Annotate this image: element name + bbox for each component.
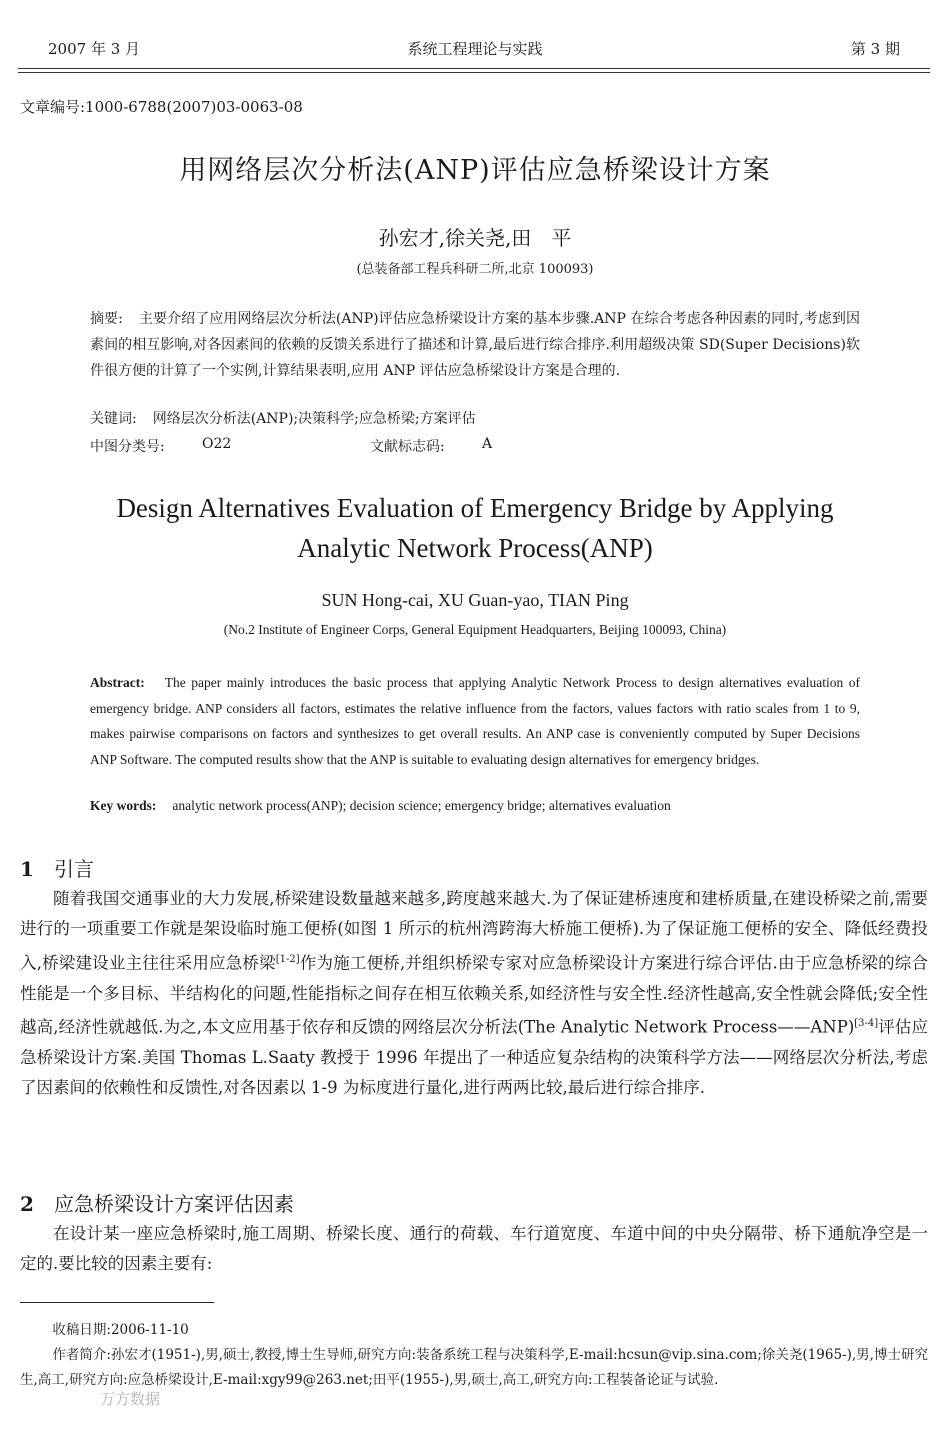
en-abstract-text: The paper mainly introduces the basic process that applying Analytic Network Process to design alternatives evaluation of emergency bridge. ANP considers all factors, estimates the relative influence from the factors, values factors with ratio scales from 1 to 9, makes pairwise comparisons on factors and synthesizes to get overall results. An ANP case is conveniently computed by Super Decisions ANP Software. The computed results show that the ANP is suitable to evaluating design alternatives for emergency bridges. [90, 675, 860, 767]
footnote-author-bio: 作者简介:孙宏才(1951-),男,硕士,教授,博士生导师,研究方向:装备系统工程与决策科学,E-mail:hcsun@vip.sina.com;徐关尧(1965-),男,博士研究生,高工,研究方向:应急桥梁设计,E-mail:xgy99@263.net;田平(1955-),男,硕士,高工,研究方向:工程装备论证与试验. [20, 1347, 928, 1388]
en-keywords-text: analytic network process(ANP); decision science; emergency bridge; alternatives evaluation [172, 798, 671, 813]
section1-text-a: 随着我国交通事业的大力发展,桥梁建设数量越来越多,跨度越来越大.为了保证建桥速度和建桥质量,在建设桥梁之前,需要进行的一项重要工作就是架设临时施工便桥(如图 1 所示的杭州湾跨海大桥施工便桥).为了保证施工便桥的安全、降低经费投入,桥梁建设业主往往采用应急桥梁 [20, 889, 928, 973]
cn-keywords [90, 408, 476, 428]
citation-1-2: [1-2] [275, 953, 300, 965]
cn-affiliation: (总装备部工程兵科研二所,北京 100093) [356, 262, 594, 277]
section2-title: 应急桥梁设计方案评估因素 [54, 1192, 294, 1216]
cn-keywords-label: 关键词: [90, 411, 137, 427]
en-keywords [90, 798, 860, 814]
en-keywords-label: Key words: [90, 798, 157, 813]
section2-number: 2 [20, 1192, 34, 1216]
cn-classification-label: 中图分类号: [90, 439, 165, 455]
en-abstract-label: Abstract: [90, 675, 145, 690]
cn-keywords-text: 网络层次分析法(ANP);决策科学;应急桥梁;方案评估 [152, 411, 476, 427]
en-abstract [90, 670, 860, 772]
footnote-rule [20, 1302, 214, 1303]
section1-paragraph [20, 884, 928, 1104]
doc-code-value: A [482, 436, 493, 452]
section1-title: 引言 [54, 857, 94, 881]
section1-text-c: 评估应急桥梁设计方案.美国 Thomas L.Saaty 教授于 1996 年提出了一种适应复杂结构的决策科学方法——网络层次分析法,考虑了因素间的依赖性和反馈性,对各因素以 1-9 为标度进行量化,进行两两比较,最后进行综合排序. [20, 1017, 928, 1098]
cn-abstract-label: 摘要: [90, 311, 123, 327]
en-title [0, 488, 950, 568]
watermark: 万方数据 [100, 1390, 161, 1408]
article-number: 文章编号:1000-6788(2007)03-0063-08 [20, 98, 303, 116]
citation-3-4: [3-4] [854, 1018, 879, 1030]
section1-number: 1 [20, 857, 34, 881]
section2-heading [20, 1188, 294, 1217]
header-rule-bottom [18, 72, 930, 73]
section1-heading [20, 853, 94, 882]
en-affiliation: (No.2 Institute of Engineer Corps, General Equipment Headquarters, Beijing 100093, China) [223, 622, 727, 637]
en-title-line2: Analytic Network Process(ANP) [297, 533, 653, 563]
header-date: 2007 年 3 月 [48, 40, 141, 58]
cn-abstract-text: 主要介绍了应用网络层次分析法(ANP)评估应急桥梁设计方案的基本步骤.ANP 在综合考虑各种因素的同时,考虑到因素间的相互影响,对各因素间的依赖的反馈关系进行了描述和计算,最后进行综合排序.利用超级决策 SD(Super Decisions)软件很方便的计算了一个实例,计算结果表明,应用 ANP 评估应急桥梁设计方案是合理的. [90, 311, 860, 379]
header-journal: 系统工程理论与实践 [407, 40, 543, 58]
en-title-line1: Design Alternatives Evaluation of Emergency Bridge by Applying [116, 493, 834, 523]
doc-code-label: 文献标志码: [370, 439, 445, 455]
footnote-received: 收稿日期:2006-11-10 [52, 1322, 189, 1338]
section2-paragraph: 在设计某一座应急桥梁时,施工周期、桥梁长度、通行的荷载、车行道宽度、车道中间的中央分隔带、桥下通航净空是一定的.要比较的因素主要有: [20, 1224, 928, 1274]
cn-abstract [90, 306, 860, 384]
cn-title: 用网络层次分析法(ANP)评估应急桥梁设计方案 [179, 155, 771, 186]
cn-classification-value: O22 [202, 436, 232, 452]
cn-authors: 孙宏才,徐关尧,田 平 [378, 226, 572, 250]
en-authors: SUN Hong-cai, XU Guan-yao, TIAN Ping [321, 590, 629, 610]
section1-text-b: 作为施工便桥,并组织桥梁专家对应急桥梁设计方案进行综合评估.由于应急桥梁的综合性能是一个多目标、半结构化的问题,性能指标之间存在相互依赖关系,如经济性与安全性.经济性越高,安全性就会降低;安全性越高,经济性就越低.为之,本文应用基于依存和反馈的网络层次分析法(The Analytic Network Process——ANP) [20, 953, 928, 1037]
header-issue: 第 3 期 [850, 40, 900, 58]
header-rule-top [18, 68, 930, 69]
